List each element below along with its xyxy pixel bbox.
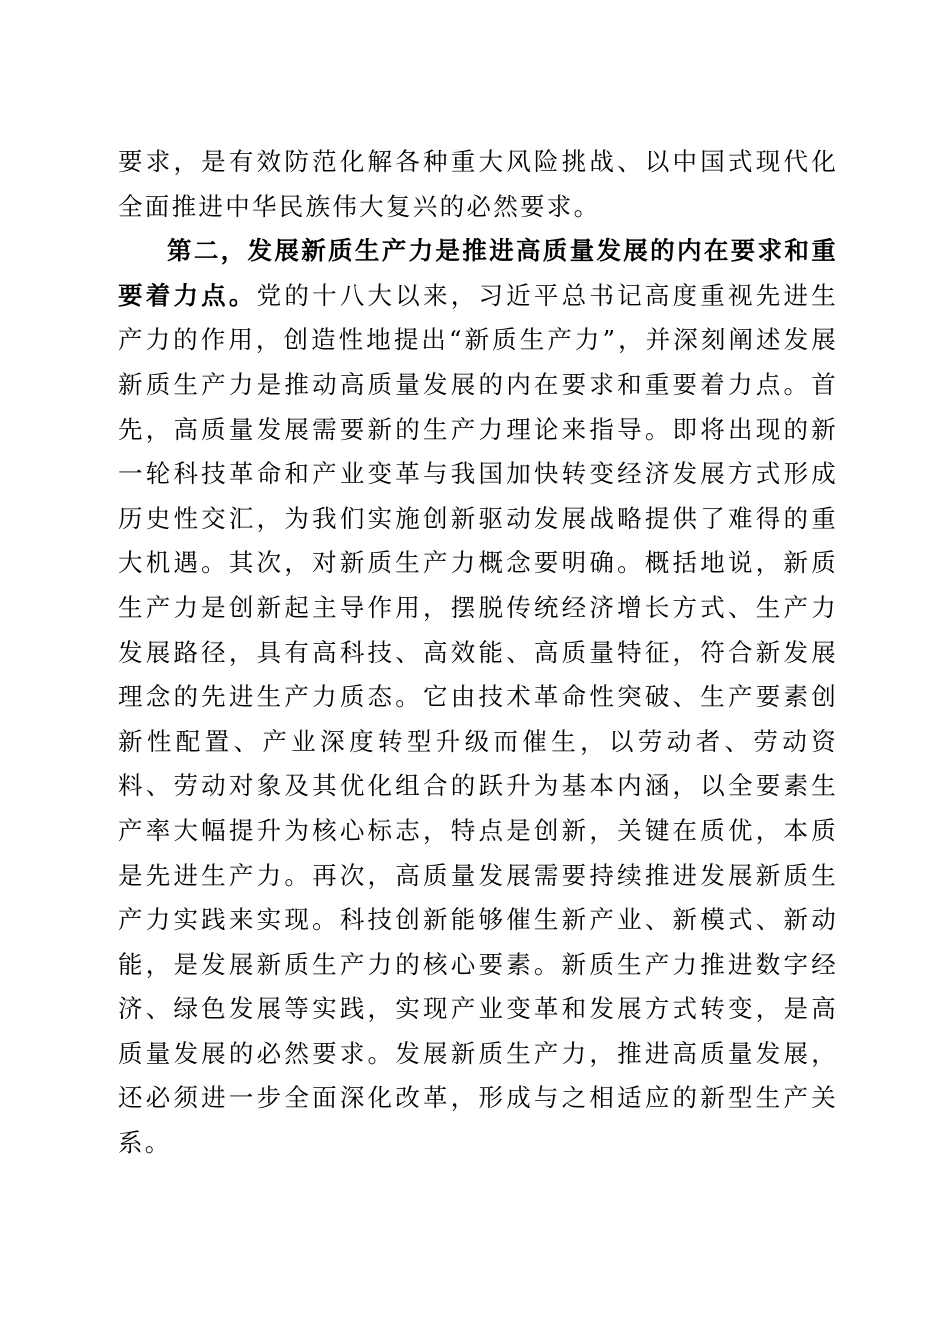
paragraph-body-text: 党的十八大以来，习近平总书记高度重视先进生产力的作用，创造性地提出“新质生产力”，并深刻阐述发展新质生产力是推动高质量发展的内在要求和重要着力点。首先，高质量发展需要新的生产力理论来指导。即将出现的新一轮科技革命和产业变革与我国加快转变经济发展方式形成历史性交汇，为我们实施创新驱动发展战略提供了难得的重大机遇。其次，对新质生产力概念要明确。概括地说，新质生产力是创新起主导作用，摆脱传统经济增长方式、生产力发展路径，具有高科技、高效能、高质量特征，符合新发展理念的先进生产力质态。它由技术革命性突破、生产要素创新性配置、产业深度转型升级而催生，以劳动者、劳动资料、劳动对象及其优化组合的跃升为基本内涵，以全要素生产率大幅提升为核心标志，特点是创新，关键在质优，本质是先进生产力。再次，高质量发展需要持续推进发展新质生产力实践来实现。科技创新能够催生新产业、新模式、新动能，是发展新质生产力的核心要素。新质生产力推进数字经济、绿色发展等实践，实现产业变革和发展方式转变，是高质量发展的必然要求。发展新质生产力，推进高质量发展，还必须进一步全面深化改革，形成与之相适应的新型生产关系。 [118,280,838,1158]
paragraph-lead-heading: 第二，发展新质生产力是推进高质量发展的内在要求和重要着力点。 [118,236,838,310]
document-body [118,140,838,1166]
paragraph-second-point [118,229,838,1165]
paragraph-continuation: 要求，是有效防范化解各种重大风险挑战、以中国式现代化全面推进中华民族伟大复兴的必然要求。 [118,147,838,221]
